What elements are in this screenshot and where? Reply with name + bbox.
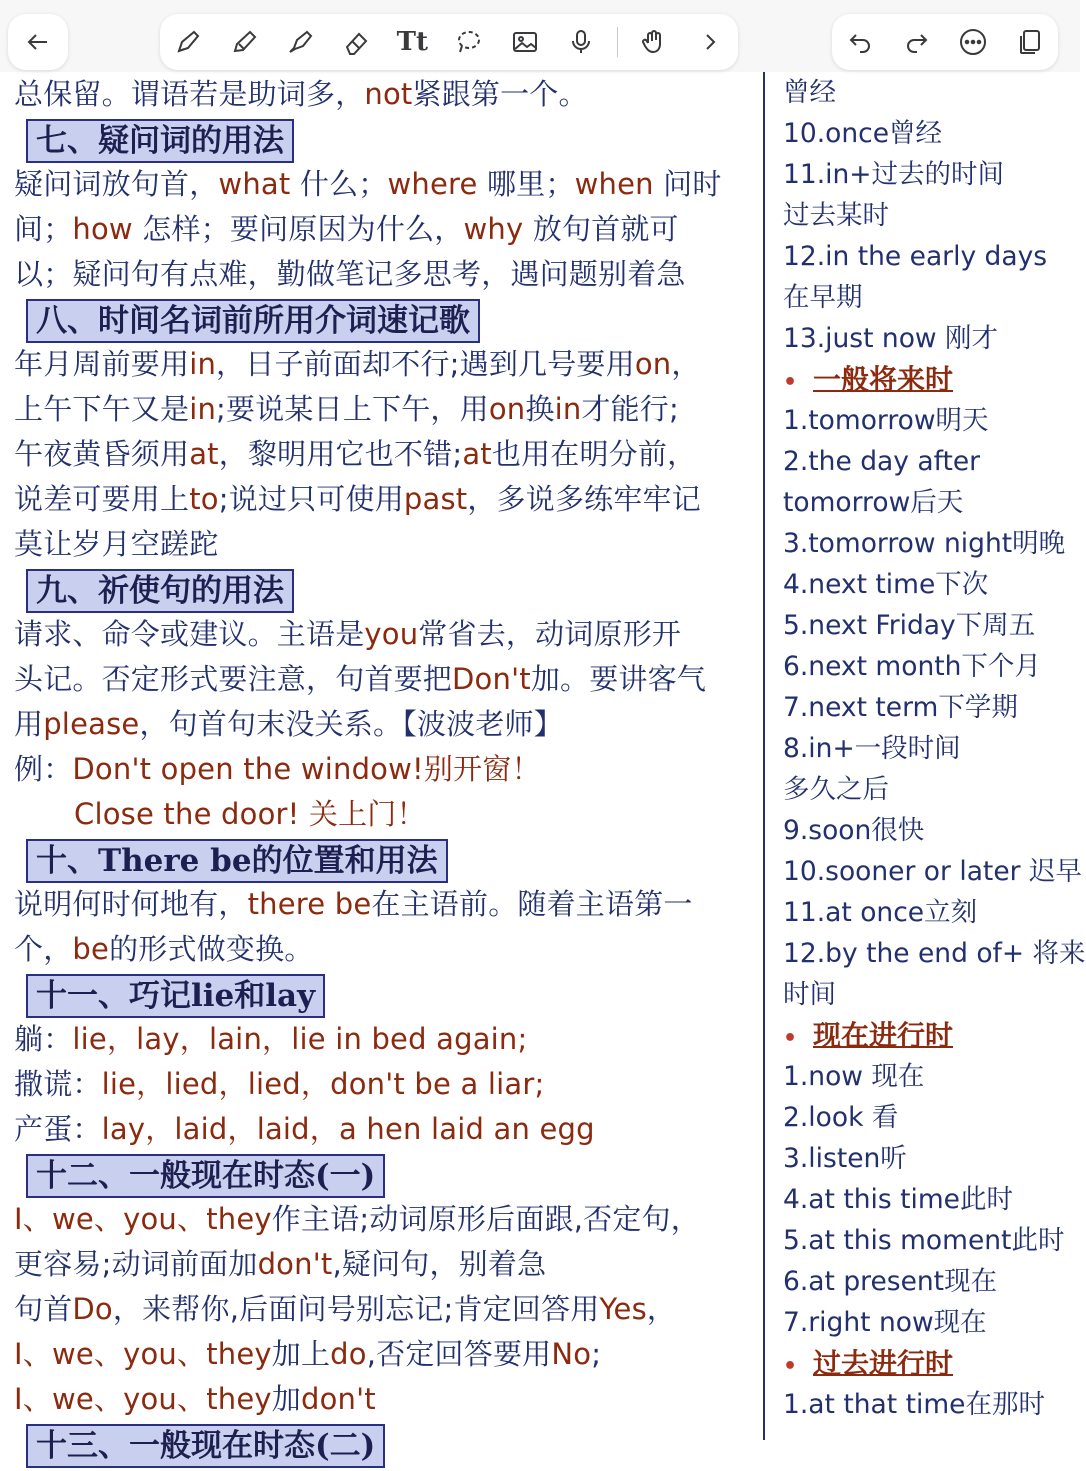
- body-text: ，: [646, 1292, 677, 1326]
- note-line: [14, 1242, 754, 1287]
- body-text: 午夜黄昏须用: [14, 437, 190, 471]
- vocab-item: 3.tomorrow night明晚: [783, 528, 1066, 559]
- tools-group: [160, 14, 738, 70]
- vocab-item: 4.at this time此时: [783, 1184, 1013, 1215]
- highlight-text: Do: [72, 1292, 113, 1326]
- highlighter-icon[interactable]: [280, 22, 320, 62]
- vocab-item: 5.next Friday下周五: [783, 610, 1036, 641]
- body-text: 说明何时何地有，: [14, 887, 248, 921]
- note-line: [14, 522, 754, 567]
- section-heading: 七、疑问词的用法: [26, 119, 294, 163]
- note-line: [14, 927, 754, 972]
- note-line: [14, 1197, 754, 1242]
- more-icon[interactable]: [953, 22, 993, 62]
- body-text: 作主语;动词原形后面跟,否定句，: [271, 1202, 700, 1236]
- highlight-text: at: [189, 437, 219, 471]
- actions-group: [832, 14, 1058, 70]
- note-line: [14, 252, 754, 297]
- note-line: [14, 207, 754, 252]
- gesture-hand-icon[interactable]: [634, 22, 674, 62]
- body-text: 换: [525, 392, 555, 426]
- tense-section-title: [783, 1015, 1078, 1056]
- notes-right-column: [783, 72, 1086, 1440]
- tense-title-text: 现在进行时: [813, 1019, 954, 1052]
- body-text: 的形式做变换。: [109, 932, 314, 966]
- body-text: 怎样；要问原因为什么，: [142, 212, 464, 246]
- toolbar-separator: [617, 27, 618, 57]
- vocab-item: 多久之后: [783, 774, 889, 805]
- body-text: 放句首就可: [532, 212, 679, 246]
- note-line: [14, 1017, 754, 1062]
- note-line: [14, 792, 754, 837]
- note-line: [14, 477, 754, 522]
- body-text: ，日子前面却不行;遇到几号要用: [216, 347, 635, 381]
- section-heading-row: [14, 297, 754, 342]
- note-line: [14, 72, 754, 117]
- highlight-text: Don't open the window!别开窗！: [72, 752, 541, 786]
- vocab-item: 2.look 看: [783, 1102, 899, 1133]
- notes-left-column: [14, 72, 754, 1464]
- vocab-item: 11.at once立刻: [783, 897, 978, 928]
- vocab-item: 6.next month下个月: [783, 651, 1041, 682]
- text-tool-icon[interactable]: [392, 22, 432, 62]
- body-text: ，黎明用它也不错;: [218, 437, 463, 471]
- body-text: 更容易;动词前面加: [14, 1247, 258, 1281]
- body-text: ，: [671, 347, 701, 381]
- highlight-text: on: [488, 392, 526, 426]
- highlight-text: don't: [257, 1247, 333, 1281]
- lasso-icon[interactable]: [448, 22, 488, 62]
- body-text: 加上: [271, 1337, 331, 1371]
- body-text: ,疑问句，别着急: [332, 1247, 547, 1281]
- note-line: [14, 387, 754, 432]
- highlight-text: don't: [300, 1382, 376, 1416]
- highlight-text: No: [551, 1337, 592, 1371]
- body-text: 以；疑问句有点难，勤做笔记多思考，遇问题别着急: [14, 257, 686, 291]
- highlight-text: lie，lay，lain，lie in bed again;: [72, 1022, 528, 1056]
- note-line: [14, 1377, 754, 1422]
- body-text: 在主语前。随着主语第一: [371, 887, 693, 921]
- highlight-text: to: [189, 482, 219, 516]
- highlight-text: lie，lied，lied，don't be a liar;: [101, 1067, 545, 1101]
- body-text: 疑问词放句首，: [14, 167, 219, 201]
- vocab-item: 5.at this moment此时: [783, 1225, 1065, 1256]
- body-text: 什么；: [299, 167, 388, 201]
- body-text: 加: [271, 1382, 301, 1416]
- highlight-text: you: [364, 617, 419, 651]
- note-line: [14, 432, 754, 477]
- vocab-item: 3.listen听: [783, 1143, 907, 1174]
- section-heading-row: [14, 117, 754, 162]
- highlight-text: at: [462, 437, 492, 471]
- tense-title-text: 过去进行时: [813, 1347, 954, 1380]
- body-text: 紧跟第一个。: [412, 77, 588, 111]
- section-heading: 十三、一般现在时态(二): [26, 1424, 385, 1468]
- note-line: [14, 1332, 754, 1377]
- redo-icon[interactable]: [897, 22, 937, 62]
- vocab-item: 过去某时: [783, 200, 889, 231]
- vocab-item: 12.in the early days: [783, 241, 1048, 272]
- note-line: [14, 657, 754, 702]
- vocab-item: 10.sooner or later 迟早: [783, 856, 1082, 887]
- body-text: 句首: [14, 1292, 73, 1326]
- section-heading: 十、There be的位置和用法: [26, 839, 448, 883]
- note-line: [14, 882, 754, 927]
- highlight-text: past: [403, 482, 468, 516]
- image-icon[interactable]: [505, 22, 545, 62]
- highlight-text: where: [387, 167, 487, 201]
- highlight-text: be: [72, 932, 110, 966]
- section-heading-row: [14, 567, 754, 612]
- highlight-text: I、we、you、they: [14, 1382, 272, 1416]
- body-text: 问时: [663, 167, 722, 201]
- vocab-item: tomorrow后天: [783, 487, 964, 518]
- section-heading: 九、祈使句的用法: [26, 569, 294, 613]
- body-text: ，多说多练牢牢记: [467, 482, 701, 516]
- highlight-text: how: [72, 212, 143, 246]
- body-text: 请求、命令或建议。主语是: [14, 617, 365, 651]
- highlight-text: why: [463, 212, 533, 246]
- vocab-item: 13.just now 刚才: [783, 323, 999, 354]
- body-text: 才能行;: [581, 392, 679, 426]
- bullet-icon: •: [783, 1026, 798, 1051]
- body-text: ，来帮你,后面问号别忘记;肯定回答用: [112, 1292, 600, 1326]
- body-text: ;要说某日上下午，用: [216, 392, 489, 426]
- body-text: 总保留。谓语若是助词多，: [14, 77, 365, 111]
- section-heading-row: [14, 1422, 754, 1467]
- note-line: [14, 612, 754, 657]
- body-text: 躺：: [14, 1022, 73, 1056]
- highlight-text: in: [189, 392, 217, 426]
- tense-title-text: 一般将来时: [813, 363, 954, 396]
- vocab-item: 1.now 现在: [783, 1061, 925, 1092]
- microphone-icon[interactable]: [561, 22, 601, 62]
- section-heading: 十二、一般现在时态(一): [26, 1154, 385, 1198]
- highlight-text: in: [189, 347, 217, 381]
- highlight-text: I、we、you、they: [14, 1337, 272, 1371]
- highlight-text: in: [554, 392, 582, 426]
- vocab-item: 12.by the end of+ 将来: [783, 938, 1086, 969]
- bullet-icon: •: [783, 1354, 798, 1379]
- highlight-text: Don't: [452, 662, 531, 696]
- pages-icon[interactable]: [1010, 22, 1050, 62]
- body-text: ;: [591, 1337, 602, 1371]
- vocab-item: 曾经: [783, 77, 836, 108]
- tense-section-title: [783, 1343, 1078, 1384]
- section-heading: 八、时间名词前所用介词速记歌: [26, 299, 480, 343]
- note-line: [14, 1287, 754, 1332]
- highlight-text: not: [364, 77, 413, 111]
- vocab-item: 1.at that time在那时: [783, 1389, 1045, 1420]
- pencil-icon[interactable]: [224, 22, 264, 62]
- section-heading-row: [14, 1152, 754, 1197]
- body-text: 加。要讲客气: [530, 662, 707, 696]
- note-line: [14, 702, 754, 747]
- toolbar: [0, 0, 1080, 72]
- vocab-item: 6.at present现在: [783, 1266, 998, 1297]
- note-line: [14, 1107, 754, 1152]
- vocab-item: 9.soon很快: [783, 815, 925, 846]
- body-text: 用: [14, 707, 44, 741]
- body-text: 个，: [14, 932, 73, 966]
- highlight-text: lay，laid，laid，a hen laid an egg: [101, 1112, 595, 1146]
- body-text: 常省去，动词原形开: [418, 617, 682, 651]
- undo-icon[interactable]: [840, 22, 880, 62]
- section-heading-row: [14, 972, 754, 1017]
- vocab-item: 2.the day after: [783, 446, 981, 477]
- arrow-left-icon[interactable]: [18, 22, 58, 62]
- highlight-text: Close the door! 关上门！: [74, 797, 426, 831]
- column-divider: [763, 72, 765, 1440]
- highlight-text: Yes: [599, 1292, 647, 1326]
- vocab-item: 10.once曾经: [783, 118, 943, 149]
- pen-icon[interactable]: [168, 22, 208, 62]
- note-line: [14, 342, 754, 387]
- body-text: 也用在明分前，: [491, 437, 697, 471]
- body-text: 哪里；: [486, 167, 575, 201]
- body-text: 例：: [14, 752, 73, 786]
- body-text: 莫让岁月空蹉跎: [14, 527, 219, 561]
- text-tool-label: Tt: [396, 27, 429, 57]
- highlight-text: do: [330, 1337, 367, 1371]
- body-text: ;说过只可使用: [218, 482, 404, 516]
- body-text: ，句首句末没关系。【波波老师】: [139, 707, 563, 741]
- vocab-item: 7.next term下学期: [783, 692, 1018, 723]
- highlight-text: I、we、you、they: [14, 1202, 272, 1236]
- section-heading-row: [14, 837, 754, 882]
- vocab-item: 8.in+一段时间: [783, 733, 961, 764]
- highlight-text: when: [574, 167, 664, 201]
- vocab-item: 11.in+过去的时间: [783, 159, 1005, 190]
- note-line: [14, 162, 754, 207]
- highlight-text: what: [218, 167, 300, 201]
- vocab-item: 在早期: [783, 282, 863, 313]
- back-group: [8, 14, 68, 70]
- body-text: 撒谎：: [14, 1067, 102, 1101]
- body-text: 头记。否定形式要注意，句首要把: [14, 662, 453, 696]
- tense-section-title: [783, 359, 1078, 400]
- highlight-text: on: [634, 347, 672, 381]
- vocab-item: 1.tomorrow明天: [783, 405, 989, 436]
- vocab-item: 7.right now现在: [783, 1307, 987, 1338]
- section-heading: 十一、巧记lie和lay: [26, 974, 325, 1018]
- note-line: [14, 1062, 754, 1107]
- body-text: 间；: [14, 212, 73, 246]
- vocab-item: 4.next time下次: [783, 569, 989, 600]
- eraser-icon[interactable]: [336, 22, 376, 62]
- vocab-item: 时间: [783, 979, 836, 1010]
- body-text: 年月周前要用: [14, 347, 190, 381]
- chevron-right-icon[interactable]: [690, 22, 730, 62]
- body-text: 产蛋：: [14, 1112, 102, 1146]
- highlight-text: there be: [247, 887, 372, 921]
- body-text: 上午下午又是: [14, 392, 190, 426]
- body-text: 说差可要用上: [14, 482, 190, 516]
- note-line: [14, 747, 754, 792]
- bullet-icon: •: [783, 370, 798, 395]
- highlight-text: please: [43, 707, 140, 741]
- body-text: ,否定回答要用: [366, 1337, 552, 1371]
